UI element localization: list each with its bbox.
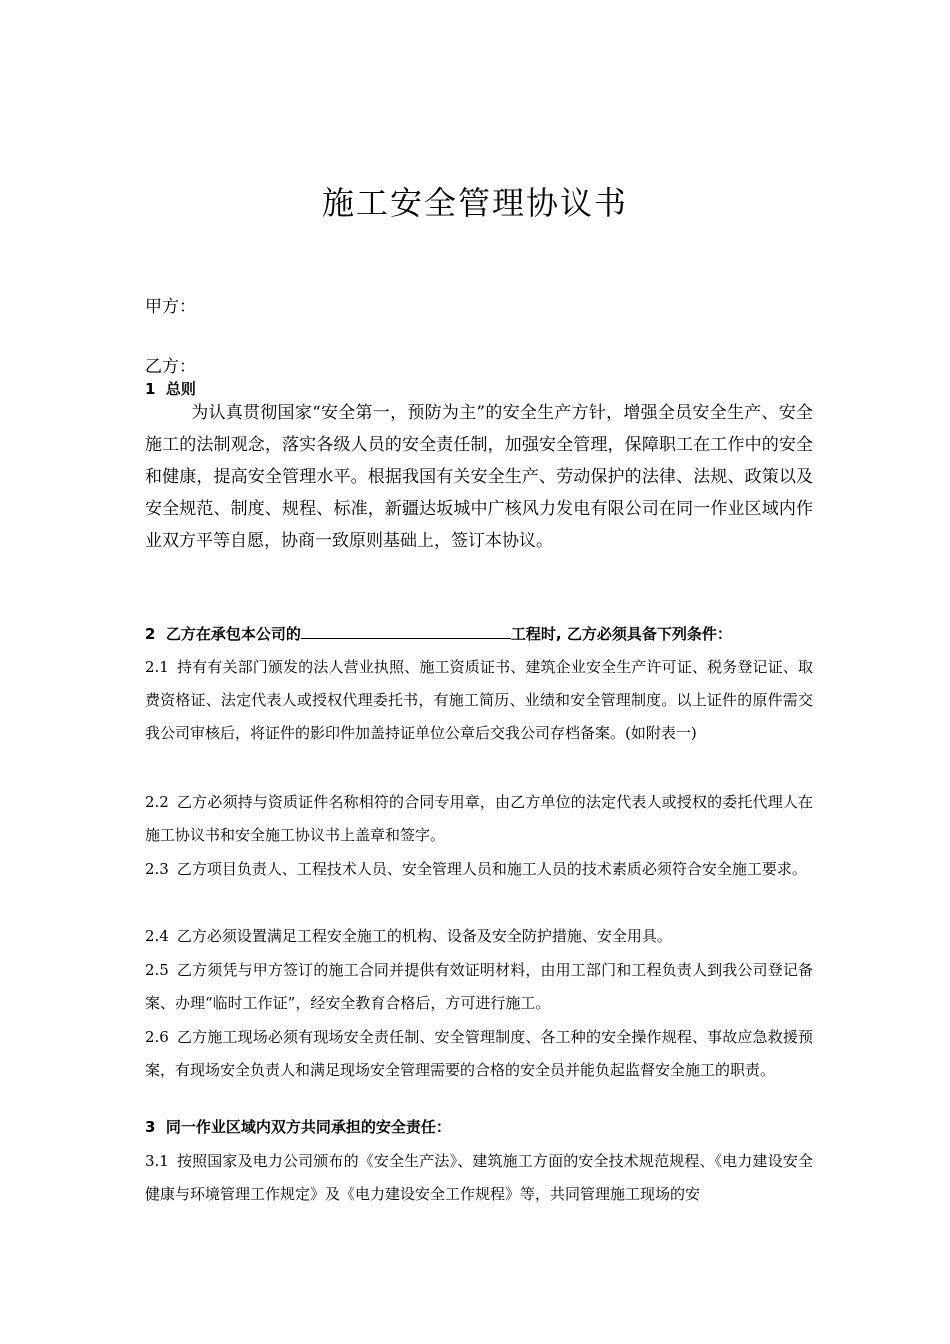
clause-number: 2.5 — [145, 961, 169, 979]
clause-number: 2.6 — [145, 1028, 169, 1046]
section-3-number: 3 — [145, 1118, 156, 1136]
clause-number: 2.1 — [145, 658, 169, 676]
clause-text: 乙方项目负责人、工程技术人员、安全管理人员和施工人员的技术素质必须符合安全施工要求。 — [176, 860, 807, 878]
clause-2-4 — [145, 920, 813, 953]
clause-number: 2.2 — [145, 793, 169, 811]
section-2-heading — [145, 623, 732, 644]
section-3-title: 同一作业区域内双方共同承担的安全责任： — [165, 1118, 451, 1136]
section-2-number: 2 — [145, 625, 156, 643]
section-2-title-after: 工程时, 乙方必须具备下列条件： — [510, 625, 732, 643]
clause-number: 2.4 — [145, 927, 169, 945]
clause-number: 3.1 — [145, 1152, 169, 1170]
clause-text: 按照国家及电力公司颁布的《安全生产法》、建筑施工方面的安全技术规范规程、《电力建设安全健康与环境管理工作规定》及《电力建设安全工作规程》等，共同管理施工现场的安 — [145, 1152, 813, 1203]
party-b-label: 乙方： — [145, 357, 196, 377]
clause-2-5 — [145, 954, 813, 1020]
section-1-text: 为认真贯彻国家“安全第一，预防为主”的安全生产方针，增强全员安全生产、安全施工的法制观念，落实各级人员的安全责任制，加强安全管理，保障职工在工作中的安全和健康，提高安全管理水平。根据我国有关安全生产、劳动保护的法律、法规、政策以及安全规范、制度、规程、标准，新疆达坂城中广核风力发电有限公司在同一作业区域内作业双方平等自愿，协商一致原则基础上，签订本协议。 — [145, 403, 813, 551]
fill-in-blank — [301, 624, 511, 639]
clause-text: 持有有关部门颁发的法人营业执照、施工资质证书、建筑企业安全生产许可证、税务登记证、取费资格证、法定代表人或授权代理委托书，有施工简历、业绩和安全管理制度。以上证件的原件需交我公司审核后，将证件的影印件加盖持证单位公章后交我公司存档备案。(如附表一) — [145, 658, 813, 742]
document-title: 施工安全管理协议书 — [321, 184, 628, 222]
clause-text: 乙方施工现场必须有现场安全责任制、安全管理制度、各工种的安全操作规程、事故应急救援预案，有现场安全负责人和满足现场安全管理需要的合格的安全员并能负起监督安全施工的职责。 — [145, 1028, 813, 1079]
section-3-heading — [145, 1116, 451, 1137]
clause-text: 乙方须凭与甲方签订的施工合同并提供有效证明材料，由用工部门和工程负责人到我公司登记备案、办理“临时工作证”，经安全教育合格后，方可进行施工。 — [145, 961, 813, 1012]
clause-3-1 — [145, 1145, 813, 1211]
clause-number: 2.3 — [145, 860, 169, 878]
section-2-title-before: 乙方在承包本公司的 — [165, 625, 301, 643]
clause-text: 乙方必须持与资质证件名称相符的合同专用章，由乙方单位的法定代表人或授权的委托代理人在施工协议书和安全施工协议书上盖章和签字。 — [145, 793, 813, 844]
clause-text: 乙方必须设置满足工程安全施工的机构、设备及安全防护措施、安全用具。 — [176, 927, 672, 945]
clause-2-3 — [145, 853, 813, 886]
section-1-heading — [145, 378, 196, 399]
section-1-title: 总则 — [165, 380, 196, 398]
clause-2-6 — [145, 1021, 813, 1087]
clause-2-2 — [145, 786, 813, 852]
clause-2-1 — [145, 651, 813, 750]
section-1-paragraph — [145, 397, 813, 557]
party-a-label: 甲方： — [145, 297, 196, 317]
section-1-number: 1 — [145, 380, 156, 398]
